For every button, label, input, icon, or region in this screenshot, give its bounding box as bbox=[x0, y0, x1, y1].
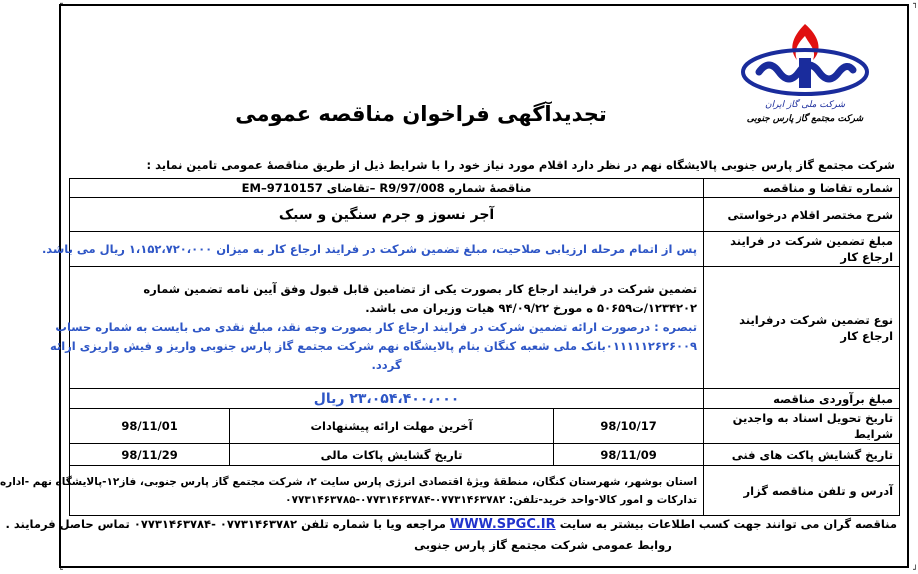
value-estimate: ۲۳،۰۵۴،۴۰۰،۰۰۰ ریال bbox=[70, 389, 704, 409]
row-estimate bbox=[70, 389, 900, 409]
notice-header bbox=[61, 6, 907, 156]
corner-mark-top-left: ┌ bbox=[58, 0, 63, 8]
address-line2: تدارکات و امور کالا-واحد خرید-تلفن: ۰۷۷۳۱۴۶۳۷۸۲-۰۷۷۳۱۴۶۳۷۸۴-۰۷۷۳۱۴۶۳۷۸۵ bbox=[285, 493, 698, 506]
value-documents-date: 98/10/17 bbox=[554, 409, 704, 444]
label-estimate: مبلغ برآوردی مناقصه bbox=[704, 389, 900, 409]
label-items: شرح مختصر اقلام درخواستی bbox=[704, 198, 900, 232]
guarantee-note-line3: گردد. bbox=[371, 358, 402, 372]
guarantee-type-line2: ۱۲۳۴۲۰۲/ت۵۰۶۵۹ ه مورخ ۹۴/۰۹/۲۲ هیات وزیران می باشد. bbox=[365, 301, 698, 315]
row-tender-number bbox=[70, 179, 900, 198]
guarantee-type-line1: تضمین شرکت در فرایند ارجاع کار بصورت یکی از تضامین قابل قبول وفق آیین نامه تضمین شماره bbox=[143, 282, 698, 296]
label-documents: تاریخ تحویل اسناد به واجدین شرایط bbox=[704, 409, 900, 444]
value-proposal-deadline: 98/11/01 bbox=[70, 409, 230, 444]
notice-page bbox=[0, 4, 909, 568]
row-items bbox=[70, 198, 900, 232]
logo-line2: شرکت مجتمع گاز پارس جنوبی bbox=[746, 114, 864, 124]
footer-line1 bbox=[5, 514, 897, 535]
value-financial-opening: 98/11/29 bbox=[70, 444, 230, 466]
corner-mark-bottom-right: ┘ bbox=[913, 565, 918, 574]
notice-title: تجدیدآگهی فراخوان مناقصه عمومی bbox=[235, 102, 607, 126]
website-link[interactable]: WWW.SPGC.IR bbox=[449, 517, 556, 532]
guarantee-note-line2: ۰۱۱۱۱۱۲۶۲۶۰۰۹بانک ملی شعبه کنگان بنام پالایشگاه نهم شرکت مجتمع گاز پارس جنوبی واریز و فیش واریزی ارائه bbox=[49, 339, 698, 353]
label-address: آدرس و تلفن مناقصه گزار bbox=[704, 466, 900, 516]
value-tender-number: مناقصهٔ شماره R9/97/008 –تقاضای EM–9710157 bbox=[70, 179, 704, 198]
guarantee-note-line1: تبصره : درصورت ارائه تضمین شرکت در فرایند ارجاع کار بصورت وجه نقد، مبلغ نقدی می بایست به شماره حساب bbox=[55, 320, 698, 334]
intro-text: شرکت مجتمع گاز پارس جنوبی پالایشگاه نهم در نظر دارد اقلام مورد نیاز خود را با شرایط ذیل از طریق مناقصهٔ عمومی تامین نماید : bbox=[146, 158, 895, 172]
value-guarantee-type bbox=[49, 267, 704, 389]
label-guarantee-amount: مبلغ تضمین شرکت در فرایند ارجاع کار bbox=[704, 232, 900, 267]
label-tender-number: شماره تقاضا و مناقصه bbox=[704, 179, 900, 198]
value-items: آجر نسوز و جرم سنگین و سبک bbox=[70, 198, 704, 232]
value-technical-opening: 98/11/09 bbox=[554, 444, 704, 466]
company-logo bbox=[739, 16, 871, 136]
footer-line2: روابط عمومی شرکت مجتمع گاز پارس جنوبی bbox=[414, 538, 672, 552]
row-address bbox=[70, 466, 900, 516]
value-address bbox=[0, 466, 704, 516]
label-financial-opening: تاریخ گشایش پاکات مالی bbox=[230, 444, 554, 466]
address-line1: استان بوشهر، شهرستان کنگان، منطقهٔ ویژهٔ اقتصادی انرژی پارس سایت ۲، شرکت مجتمع گاز پارس جنوبی، فاز۱۲-پالایشگاه نهم -اداره bbox=[0, 475, 698, 488]
label-technical-opening: تاریخ گشایش پاکت های فنی bbox=[704, 444, 900, 466]
row-documents bbox=[70, 409, 900, 444]
row-guarantee-type bbox=[70, 267, 900, 389]
value-guarantee-amount: پس از اتمام مرحله ارزیابی صلاحیت، مبلغ تضمین شرکت در فرایند ارجاع کار به میزان ۱،۱۵۲،۷۲۰،۰۰۰ ریال می باشد. bbox=[70, 232, 704, 267]
corner-mark-bottom-left: └ bbox=[58, 565, 63, 574]
footer-text-post: مراجعه ویا با شماره تلفن ۰۷۷۳۱۴۶۳۷۸۲ -۰۷۷۳۱۴۶۳۷۸۴ تماس حاصل فرمایند . bbox=[5, 517, 446, 531]
footer bbox=[5, 514, 897, 555]
row-opening bbox=[70, 444, 900, 466]
logo-line1: شرکت ملی گاز ایران bbox=[765, 100, 845, 110]
footer-text-pre: مناقصه گران می توانند جهت کسب اطلاعات بیشتر به سایت bbox=[559, 517, 897, 531]
label-guarantee-type: نوع تضمین شرکت درفرایند ارجاع کار bbox=[704, 267, 900, 389]
row-guarantee-amount bbox=[70, 232, 900, 267]
tender-table bbox=[0, 178, 900, 516]
corner-mark-top-right: ┐ bbox=[913, 0, 918, 8]
label-proposal-deadline: آخرین مهلت ارائه پیشنهادات bbox=[230, 409, 554, 444]
